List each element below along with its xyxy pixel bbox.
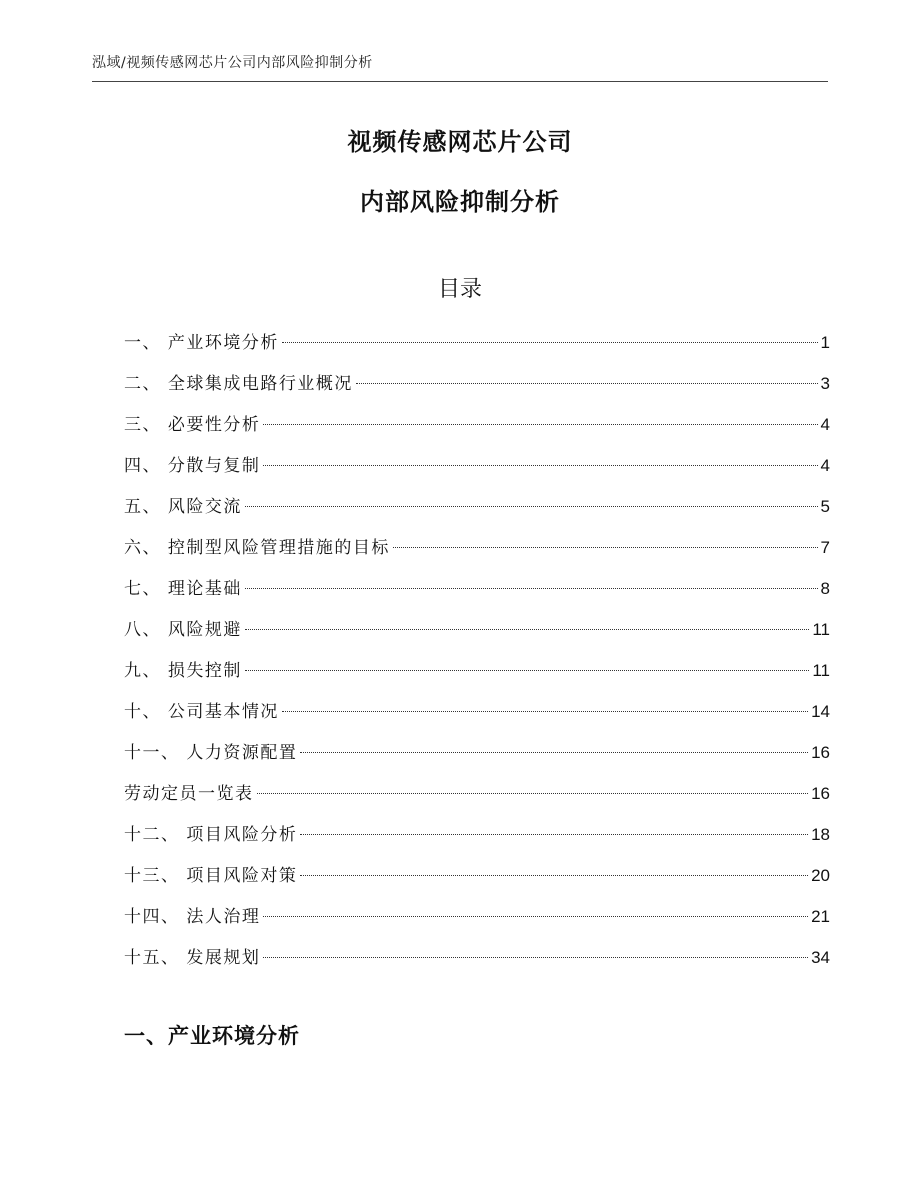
toc-entry[interactable] [124,937,830,978]
toc-entry-page: 1 [820,333,830,352]
toc-entry-page: 5 [820,497,830,516]
toc-entry-page: 18 [811,825,830,844]
toc-entry[interactable] [124,855,830,896]
toc-entry-label: 劳动定员一览表 [124,784,254,804]
document-title-line-1: 视频传感网芯片公司 [347,128,573,156]
toc-entry[interactable] [124,896,830,937]
toc-entry-page: 8 [820,579,830,598]
toc-entry-label: 六、 控制型风险管理措施的目标 [124,538,390,558]
toc-entry-label: 二、 全球集成电路行业概况 [124,374,353,394]
toc-entry-page: 11 [812,620,830,639]
toc-entry-label: 九、 损失控制 [124,661,242,681]
header-rule [92,81,828,82]
toc-dot-leader [245,506,818,507]
toc-dot-leader [263,424,817,425]
toc-entry-label: 七、 理论基础 [124,579,242,599]
toc-dot-leader [393,547,818,548]
toc-entry-page: 4 [820,415,830,434]
toc-dot-leader [300,752,808,753]
toc-dot-leader [282,342,818,343]
toc-entry-page: 21 [811,907,830,926]
toc-entry-page: 14 [811,702,830,721]
toc-entry[interactable] [124,609,830,650]
toc-dot-leader [300,875,808,876]
toc-entry-label: 十一、 人力资源配置 [124,743,298,763]
section-heading: 一、产业环境分析 [124,1024,300,1048]
toc-dot-leader [282,711,808,712]
toc-dot-leader [245,588,818,589]
toc-entry[interactable] [124,568,830,609]
toc-entry-page: 20 [811,866,830,885]
toc-entry-label: 一、 产业环境分析 [124,333,279,353]
toc-entry-label: 三、 必要性分析 [124,415,261,435]
toc-dot-leader [263,916,808,917]
toc-entry-page: 16 [811,784,830,803]
toc-dot-leader [263,465,817,466]
toc-entry[interactable] [124,773,830,814]
toc-dot-leader [257,793,809,794]
toc-entry-label: 十二、 项目风险分析 [124,825,298,845]
toc-entry-page: 4 [820,456,830,475]
toc-entry-label: 五、 风险交流 [124,497,242,517]
toc-entry-label: 十三、 项目风险对策 [124,866,298,886]
toc-entry[interactable] [124,691,830,732]
toc-entry[interactable] [124,363,830,404]
toc-dot-leader [356,383,818,384]
document-title-line-2: 内部风险抑制分析 [360,188,560,216]
toc-entry-page: 7 [820,538,830,557]
toc-entry-page: 3 [820,374,830,393]
toc-entry[interactable] [124,486,830,527]
toc-entry[interactable] [124,404,830,445]
toc-entry-page: 34 [811,948,830,967]
toc-entry[interactable] [124,445,830,486]
running-header: 泓域/视频传感网芯片公司内部风险抑制分析 [92,55,373,71]
table-of-contents [124,322,830,978]
toc-heading: 目录 [437,277,482,302]
toc-entry-page: 11 [812,661,830,680]
toc-entry[interactable] [124,322,830,363]
toc-dot-leader [245,670,809,671]
toc-entry-label: 四、 分散与复制 [124,456,261,476]
toc-entry-label: 十四、 法人治理 [124,907,261,927]
toc-entry-page: 16 [811,743,830,762]
toc-entry-label: 十五、 发展规划 [124,948,261,968]
toc-entry[interactable] [124,814,830,855]
toc-dot-leader [245,629,809,630]
toc-entry[interactable] [124,650,830,691]
toc-dot-leader [300,834,808,835]
toc-entry-label: 十、 公司基本情况 [124,702,279,722]
toc-dot-leader [263,957,808,958]
toc-entry-label: 八、 风险规避 [124,620,242,640]
toc-entry[interactable] [124,527,830,568]
toc-entry[interactable] [124,732,830,773]
